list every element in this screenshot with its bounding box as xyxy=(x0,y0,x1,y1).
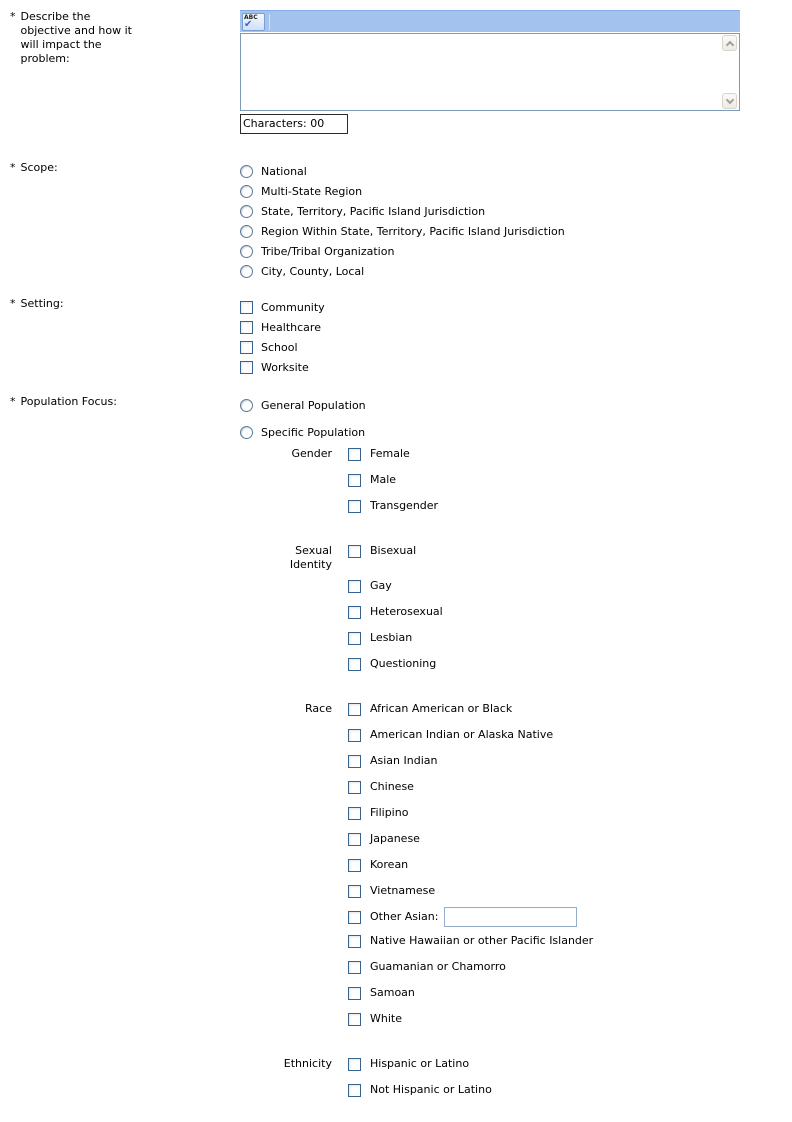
option-label: Japanese xyxy=(370,832,420,845)
radio-button[interactable] xyxy=(240,399,253,412)
checkbox[interactable] xyxy=(348,781,361,794)
option-label: Vietnamese xyxy=(370,884,436,897)
si-option-heterosexual xyxy=(348,605,443,619)
race-option-samoan xyxy=(348,986,593,1000)
option-label: Native Hawaiian or other Pacific Islander xyxy=(370,934,594,947)
scope-option-tribe-tribal-organization xyxy=(240,241,565,261)
ethnicity-label: Ethnicity xyxy=(283,1057,332,1070)
gender-option-female xyxy=(348,447,438,461)
race-option-korean xyxy=(348,858,593,872)
required-marker: * xyxy=(10,395,16,408)
option-label: Samoan xyxy=(370,986,415,999)
spellcheck-button[interactable] xyxy=(242,13,265,31)
popfocus-option-general-population xyxy=(240,395,366,415)
required-marker: * xyxy=(10,161,16,174)
option-label: Multi-State Region xyxy=(261,184,363,198)
si-option-lesbian xyxy=(348,631,443,645)
si-option-questioning xyxy=(348,657,443,671)
chevron-down-icon xyxy=(725,96,733,104)
chevron-up-icon xyxy=(725,40,733,48)
toolbar-separator xyxy=(269,14,270,30)
objective-label xyxy=(0,10,240,134)
option-label: Hispanic or Latino xyxy=(370,1057,470,1070)
race-option-other-asian xyxy=(348,910,593,927)
race-label: Race xyxy=(305,702,332,715)
option-label: Other Asian: xyxy=(370,910,439,923)
spellcheck-check-icon: ✔ xyxy=(244,18,253,30)
checkbox[interactable] xyxy=(348,987,361,1000)
option-label: Bisexual xyxy=(370,544,417,557)
population-focus-label xyxy=(0,395,240,442)
option-label: African American or Black xyxy=(370,702,513,715)
scope-label-text: Scope: xyxy=(20,161,58,174)
ethnicity-option-not-hispanic-or-latino xyxy=(348,1083,492,1097)
option-label: National xyxy=(261,164,307,178)
checkbox[interactable] xyxy=(348,703,361,716)
option-label: Questioning xyxy=(370,657,437,670)
race-option-chinese xyxy=(348,780,593,794)
radio-button[interactable] xyxy=(240,185,253,198)
gender-label: Gender xyxy=(291,447,332,460)
required-marker: * xyxy=(10,10,16,23)
option-label: White xyxy=(370,1012,402,1025)
race-option-american-indian-or-alaska-native xyxy=(348,728,593,742)
option-label: Korean xyxy=(370,858,409,871)
objective-textarea[interactable] xyxy=(240,33,740,111)
scope-option-region-within-state xyxy=(240,221,565,241)
option-label: Heterosexual xyxy=(370,605,443,618)
si-option-bisexual xyxy=(348,544,443,558)
scope-option-city-county-local xyxy=(240,261,565,281)
popfocus-option-specific-population xyxy=(240,422,366,442)
checkbox[interactable] xyxy=(348,606,361,619)
scope-row xyxy=(0,161,792,281)
race-option-guamanian-or-chamorro xyxy=(348,960,593,974)
option-label: Chinese xyxy=(370,780,414,793)
radio-button[interactable] xyxy=(240,265,253,278)
race-option-vietnamese xyxy=(348,884,593,898)
option-label: Not Hispanic or Latino xyxy=(370,1083,492,1096)
race-option-filipino xyxy=(348,806,593,820)
sexual-identity-label: Sexual Identity xyxy=(289,544,332,571)
option-label: Healthcare xyxy=(261,320,321,334)
checkbox[interactable] xyxy=(240,361,253,374)
ethnicity-option-hispanic-or-latino xyxy=(348,1057,492,1071)
checkbox[interactable] xyxy=(348,1058,361,1071)
setting-label xyxy=(0,297,240,377)
scope-label xyxy=(0,161,240,281)
race-options xyxy=(348,702,593,1038)
setting-label-text: Setting: xyxy=(20,297,64,310)
required-marker: * xyxy=(10,297,16,310)
objective-editor xyxy=(240,10,740,134)
population-focus-row xyxy=(0,395,792,442)
objective-row xyxy=(0,10,792,134)
scroll-down-button[interactable] xyxy=(722,93,737,109)
checkbox[interactable] xyxy=(348,859,361,872)
radio-button[interactable] xyxy=(240,245,253,258)
checkbox[interactable] xyxy=(348,961,361,974)
race-option-japanese xyxy=(348,832,593,846)
ethnicity-section xyxy=(240,1057,792,1109)
checkbox[interactable] xyxy=(348,632,361,645)
radio-button[interactable] xyxy=(240,426,253,439)
checkbox[interactable] xyxy=(348,807,361,820)
gender-options xyxy=(348,447,438,525)
option-label: Female xyxy=(370,447,410,460)
race-option-native-hawaiian-or-other-pacific-islander xyxy=(348,934,593,948)
option-label: Specific Population xyxy=(261,425,366,439)
character-counter: Characters: 00 xyxy=(240,114,348,134)
objective-label-text: Describe the objective and how it will impact the problem: xyxy=(20,10,132,65)
option-label: Filipino xyxy=(370,806,409,819)
option-label: Worksite xyxy=(261,360,309,374)
option-label: School xyxy=(261,340,298,354)
ethnicity-options xyxy=(348,1057,492,1109)
setting-row xyxy=(0,297,792,377)
scope-options xyxy=(240,161,565,281)
option-label: Tribe/Tribal Organization xyxy=(261,244,395,258)
option-label: General Population xyxy=(261,398,366,412)
textarea-scrollbar[interactable] xyxy=(721,35,738,109)
checkbox[interactable] xyxy=(348,500,361,513)
checkbox[interactable] xyxy=(348,474,361,487)
option-label: American Indian or Alaska Native xyxy=(370,728,554,741)
race-option-white xyxy=(348,1012,593,1026)
checkbox[interactable] xyxy=(348,545,361,558)
gender-option-male xyxy=(348,473,438,487)
checkbox[interactable] xyxy=(348,658,361,671)
option-label: Lesbian xyxy=(370,631,413,644)
option-label: Guamanian or Chamorro xyxy=(370,960,506,973)
setting-option-community xyxy=(240,297,325,317)
scope-option-multi-state-region xyxy=(240,181,565,201)
race-section xyxy=(240,702,792,1038)
checkbox[interactable] xyxy=(348,580,361,593)
checkbox[interactable] xyxy=(240,341,253,354)
setting-option-healthcare xyxy=(240,317,325,337)
setting-option-worksite xyxy=(240,357,325,377)
checkbox[interactable] xyxy=(240,301,253,314)
si-option-gay xyxy=(348,579,443,593)
sexual-identity-options xyxy=(348,544,443,683)
checkbox[interactable] xyxy=(348,1084,361,1097)
race-option-asian-indian xyxy=(348,754,593,768)
setting-option-school xyxy=(240,337,325,357)
radio-button[interactable] xyxy=(240,165,253,178)
scope-option-state-territory xyxy=(240,201,565,221)
gender-option-transgender xyxy=(348,499,438,513)
population-focus-options xyxy=(240,395,366,442)
editor-toolbar xyxy=(240,10,740,32)
option-label: State, Territory, Pacific Island Jurisdiction xyxy=(261,204,486,218)
checkbox[interactable] xyxy=(240,321,253,334)
scope-option-national xyxy=(240,161,565,181)
option-label: Asian Indian xyxy=(370,754,438,767)
checkbox[interactable] xyxy=(348,755,361,768)
radio-button[interactable] xyxy=(240,225,253,238)
checkbox[interactable] xyxy=(348,448,361,461)
checkbox[interactable] xyxy=(348,1013,361,1026)
population-focus-label-text: Population Focus: xyxy=(20,395,117,408)
checkbox[interactable] xyxy=(348,885,361,898)
spellcheck-abc-text: ABC xyxy=(244,13,258,21)
option-label: Region Within State, Territory, Pacific Island Jurisdiction xyxy=(261,224,565,238)
option-label: Community xyxy=(261,300,325,314)
scroll-up-button[interactable] xyxy=(722,35,737,51)
checkbox[interactable] xyxy=(348,911,361,924)
radio-button[interactable] xyxy=(240,205,253,218)
race-option-african-american-or-black xyxy=(348,702,593,716)
option-label: City, County, Local xyxy=(261,264,365,278)
option-label: Transgender xyxy=(370,499,439,512)
gender-section xyxy=(240,447,792,525)
checkbox[interactable] xyxy=(348,833,361,846)
option-label: Male xyxy=(370,473,397,486)
checkbox[interactable] xyxy=(348,729,361,742)
sexual-identity-section xyxy=(240,544,792,683)
setting-options xyxy=(240,297,325,377)
checkbox[interactable] xyxy=(348,935,361,948)
option-label: Gay xyxy=(370,579,392,592)
other-asian-input[interactable] xyxy=(444,907,577,927)
